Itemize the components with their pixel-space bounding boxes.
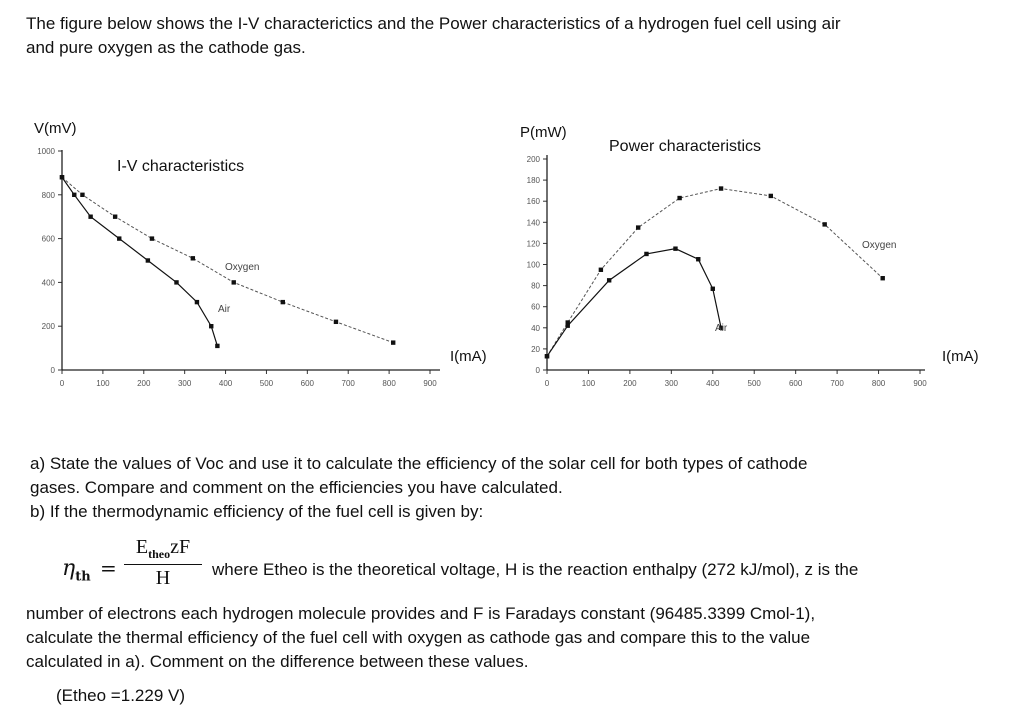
iv-point-oxygen: [80, 193, 84, 197]
power-point-oxygen: [719, 186, 723, 190]
iv-point-oxygen: [334, 320, 338, 324]
power-ylabel: P(mW): [520, 124, 567, 141]
iv-x-tick-label: 600: [300, 379, 315, 388]
power-x-tick-label: 100: [581, 379, 596, 388]
power-x-tick-label: 200: [623, 379, 637, 388]
thermal-efficiency-formula: [62, 536, 1022, 596]
intro-line-1: The figure below shows the I-V characterictics and the Power characteristics of a hydrogen fuel cell using air: [26, 14, 841, 33]
power-y-tick-label: 40: [531, 323, 540, 333]
power-point-air: [673, 246, 677, 250]
power-point-air: [566, 323, 570, 327]
iv-series-line-oxygen: [62, 177, 393, 342]
iv-x-tick-label: 0: [59, 379, 65, 388]
power-point-oxygen: [822, 222, 826, 226]
iv-point-air: [72, 193, 76, 197]
power-y-tick-label: 60: [531, 302, 540, 312]
power-legend-oxygen: Oxygen: [862, 240, 897, 251]
power-x-tick-label: 600: [788, 379, 803, 388]
continued-line-3: calculated in a). Comment on the difference between these values.: [26, 652, 529, 671]
power-y-tick-label: 200: [526, 155, 540, 164]
iv-point-oxygen: [150, 236, 154, 240]
iv-point-air: [209, 324, 213, 328]
power-point-air: [607, 278, 611, 282]
iv-x-tick-label: 300: [177, 379, 192, 388]
iv-y-tick-label: 800: [41, 190, 55, 200]
formula-denominator: H: [155, 567, 171, 589]
formula-numerator: $E_{theo}zF$: [124, 536, 202, 565]
power-point-oxygen: [677, 196, 681, 200]
iv-series-line-air: [62, 177, 217, 346]
iv-point-oxygen: [113, 215, 117, 219]
question-b-line-1: b) If the thermodynamic efficiency of the fuel cell is given by:: [30, 502, 484, 521]
power-title: Power characteristics: [609, 138, 762, 155]
power-x-tick-label: 500: [747, 379, 761, 388]
formula-where-text: where Etheo is the theoretical voltage, H is the reaction enthalpy (272 kJ/mol), z is the: [212, 560, 859, 579]
iv-y-tick-label: 1000: [37, 147, 55, 156]
iv-y-tick-label: 200: [41, 322, 55, 332]
power-series-line-air: [547, 249, 721, 357]
power-x-tick-label: 800: [871, 379, 886, 388]
power-y-tick-label: 20: [531, 344, 540, 354]
power-chart: [510, 115, 1000, 405]
power-y-tick-label: 120: [526, 239, 540, 249]
iv-point-air: [60, 175, 64, 179]
iv-x-tick-label: 500: [259, 379, 274, 388]
power-point-air: [711, 287, 715, 291]
power-xlabel: I(mA): [942, 348, 979, 365]
iv-point-oxygen: [281, 300, 285, 304]
power-point-oxygen: [769, 194, 773, 198]
power-point-air: [696, 257, 700, 261]
formula-fraction: [124, 536, 202, 590]
iv-xlabel: I(mA): [450, 348, 487, 365]
iv-point-air: [146, 258, 150, 262]
iv-chart: [20, 115, 500, 405]
power-y-tick-label: 100: [526, 260, 540, 270]
iv-x-tick-label: 200: [137, 379, 151, 388]
iv-legend-air: Air: [218, 304, 231, 315]
iv-x-tick-label: 400: [218, 379, 233, 388]
power-legend-air: Air: [715, 323, 728, 334]
power-x-tick-label: 300: [664, 379, 679, 388]
iv-point-air: [88, 215, 92, 219]
iv-y-tick-label: 600: [41, 234, 55, 244]
power-y-tick-label: 180: [526, 176, 540, 186]
iv-title: I-V characteristics: [117, 158, 245, 175]
power-point-oxygen: [599, 268, 603, 272]
iv-point-oxygen: [191, 256, 195, 260]
continued-line-2: calculate the thermal efficiency of the fuel cell with oxygen as cathode gas and compare this to the value: [26, 628, 811, 647]
iv-point-air: [174, 280, 178, 284]
power-x-tick-label: 900: [913, 379, 927, 388]
iv-x-tick-label: 800: [382, 379, 396, 388]
questions: [30, 452, 1005, 524]
etheo-note: (Etheo =1.229 V): [56, 686, 186, 705]
question-a-line-1: a) State the values of Voc and use it to calculate the efficiency of the solar cell for both types of cathode: [30, 454, 808, 473]
power-x-tick-label: 0: [544, 379, 550, 388]
iv-point-oxygen: [232, 280, 236, 284]
iv-y-tick-label: 400: [41, 278, 55, 288]
formula-eta: $\eta_{th}$: [62, 556, 91, 585]
power-point-air: [644, 252, 648, 256]
iv-x-tick-label: 100: [96, 379, 110, 388]
power-axis-ticks: [527, 155, 928, 388]
power-y-tick-label: 140: [526, 218, 540, 228]
iv-point-air: [195, 300, 199, 304]
iv-y-tick-label: 0: [50, 366, 55, 375]
iv-point-air: [215, 344, 219, 348]
power-point-air: [545, 354, 549, 358]
iv-x-tick-label: 700: [341, 379, 355, 388]
continued-line-1: number of electrons each hydrogen molecule provides and F is Faradays constant (96485.3399 Cmol-1),: [26, 604, 816, 623]
iv-ylabel: V(mV): [34, 120, 77, 137]
power-x-tick-label: 700: [830, 379, 844, 388]
iv-legend-oxygen: Oxygen: [225, 262, 260, 273]
power-point-oxygen: [636, 225, 640, 229]
iv-x-tick-label: 900: [423, 379, 437, 388]
formula-equals: =: [100, 556, 117, 580]
power-point-oxygen: [881, 276, 885, 280]
power-x-tick-label: 400: [706, 379, 720, 388]
intro-paragraph: [26, 12, 996, 60]
power-y-tick-label: 0: [535, 366, 540, 375]
iv-point-oxygen: [391, 340, 395, 344]
power-y-tick-label: 160: [526, 197, 540, 207]
question-a-line-2: gases. Compare and comment on the efficiencies you have calculated.: [30, 478, 563, 497]
power-y-tick-label: 80: [531, 281, 540, 291]
iv-point-air: [117, 236, 121, 240]
continued-text: [26, 602, 1006, 674]
intro-line-2: and pure oxygen as the cathode gas.: [26, 38, 306, 57]
